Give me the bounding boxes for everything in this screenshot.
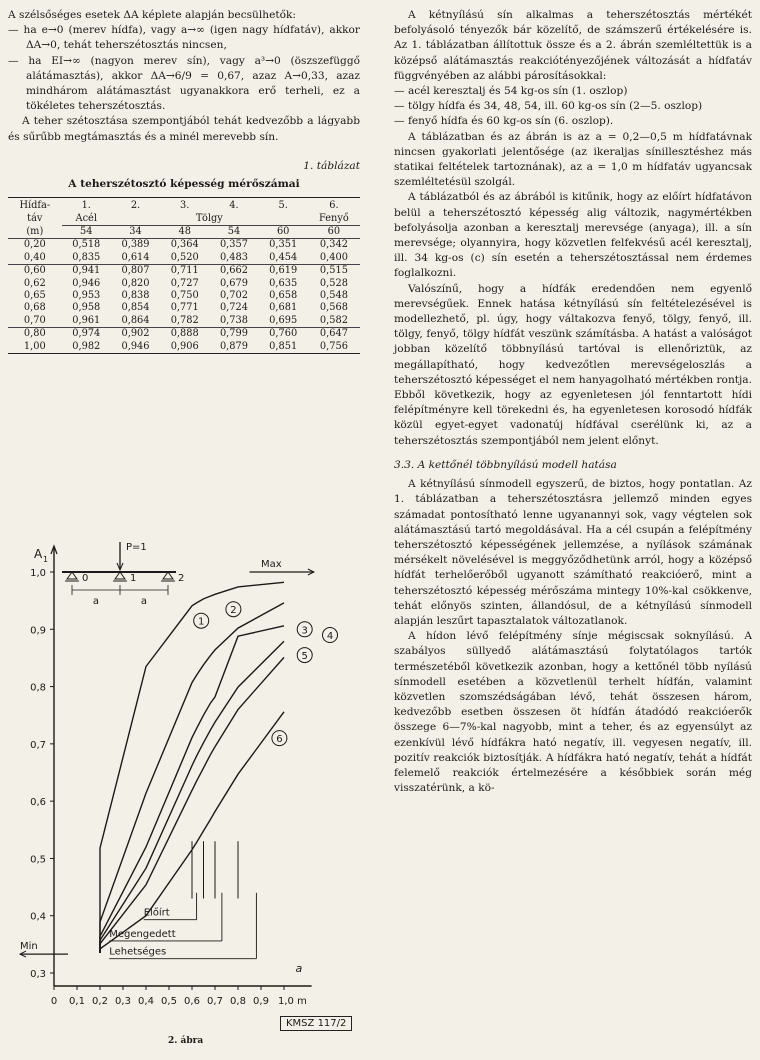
table-row — [8, 265, 360, 278]
capacity-value: 0,738 — [219, 314, 248, 326]
col-number: 6. — [308, 198, 360, 213]
capacity-value: 0,515 — [308, 265, 360, 278]
col-label-unit: (m) — [26, 225, 44, 237]
x-tick-label: 0,4 — [138, 996, 154, 1007]
capacity-value: 0,864 — [121, 314, 150, 326]
capacity-value: 0,835 — [72, 251, 101, 263]
y-tick-label: 0,4 — [30, 911, 46, 923]
capacity-value: 0,958 — [72, 302, 101, 314]
material-steel: Acél — [62, 213, 111, 226]
bullet-rigid-tie: — ha e→0 (merev hídfa), vagy a→∞ (igen nagy hídfatáv), akkor ΔA→0, tehát teherszétosztás nincsen, — [8, 24, 360, 52]
capacity-value: 0,357 — [209, 239, 258, 252]
capacity-value: 0,946 — [111, 341, 160, 354]
capacity-value: 0,695 — [269, 314, 298, 326]
col-number: 3. — [160, 198, 209, 213]
capacity-value: 0,483 — [219, 251, 248, 263]
capacity-value: 0,528 — [319, 277, 348, 289]
y-tick-label: 0,5 — [30, 854, 46, 866]
capacity-value: 0,342 — [308, 239, 360, 252]
x-tick-label: 0 — [50, 996, 58, 1007]
y-tick-label: 0,8 — [30, 682, 46, 694]
table-row — [8, 302, 360, 314]
capacity-value: 0,750 — [170, 290, 199, 302]
capacity-value: 0,351 — [259, 239, 308, 252]
capacity-value: 0,389 — [111, 239, 160, 252]
capacity-value: 0,619 — [259, 265, 308, 278]
span-value: 0,60 — [8, 265, 62, 278]
span-value: 0,62 — [23, 277, 46, 289]
span-value: 1,00 — [8, 341, 62, 354]
x-tick-label: 0,2 — [92, 996, 108, 1007]
capacity-value: 0,902 — [111, 328, 160, 341]
capacity-value: 0,724 — [219, 302, 248, 314]
capacity-value: 0,760 — [259, 328, 308, 341]
capacity-value: 0,961 — [72, 314, 101, 326]
table-title: A teherszétosztó képesség mérőszámai — [68, 178, 300, 191]
span-label: a — [92, 596, 100, 607]
curve-label: 5 — [301, 651, 308, 663]
table-row — [8, 341, 360, 354]
table-row — [8, 239, 360, 252]
rail-weight: 54 — [80, 226, 93, 238]
capacity-value: 0,906 — [160, 341, 209, 354]
support-label: 2 — [178, 573, 185, 584]
bracket-label: Megengedett — [109, 928, 176, 940]
col-label-span: Hídfa- — [8, 198, 62, 213]
capacity-value: 0,807 — [111, 265, 160, 278]
bullet-rigid-rail: — ha EI→∞ (nagyon merev sín), vagy a³→0 (öszszefüggő alátámasztás), akkor ΔA→6/9 = 0,67, azaz A→0,33, azaz mindhárom alátámasztást ugyanakkora erő terheli, ez a tökéletes teherszétosztás. — [8, 54, 360, 113]
y-tick-label: 0,9 — [30, 625, 46, 637]
capacity-value: 0,820 — [121, 277, 150, 289]
bullet-pine: — fenyő hídfa és 60 kg-os sín (6. oszlop). — [394, 115, 614, 128]
span-label: a — [140, 596, 148, 607]
rail-weight: 48 — [178, 226, 191, 238]
x-tick-label: 0,1 — [69, 996, 85, 1007]
curve-label: 3 — [301, 625, 308, 637]
paragraph-5: A kétnyílású sínmodell egyszerű, de biztos, hogy pontatlan. Az 1. táblázatban a teherszétosztásra jellemző minden egyes számadat pontosítható lenne ugyanannyi sok, vagy végtelen sok alátámasztású tartó megoldásával. Ha a cél csupán a felépítmény teherszétosztó képességének jellemzése, a nyílások számának mérsékelt növelésével is meggyőződhetünk arról, hogy a középső hídfát terhelőerőből ugyanott számítható reakcióerő, mint a teherszétosztó képesség mérőszáma mintegy 10%-kal csökkenve, tehát előnyös szinten, állandósul, de a kétnyílású sínmodell alapján leszűrt tapasztalatok változatlanok. — [394, 478, 752, 627]
capacity-value: 0,520 — [170, 251, 199, 263]
capacity-value: 0,681 — [269, 302, 298, 314]
capacity-value: 0,727 — [170, 277, 199, 289]
figure-stamp: KMSZ 117/2 — [280, 1016, 352, 1031]
intro-paragraph: A szélsőséges esetek ΔA képlete alapján becsülhetők: — [8, 9, 296, 21]
span-value: 0,68 — [23, 302, 46, 314]
table-row — [8, 290, 360, 302]
curve-label: 1 — [198, 616, 205, 628]
col-number: 2. — [111, 198, 160, 213]
table-number: 1. táblázat — [303, 159, 360, 172]
y-tick-label: 0,3 — [30, 969, 46, 980]
bracket-label: Előírt — [143, 907, 170, 919]
curve-label: 4 — [326, 631, 334, 643]
x-tick-label: 0,8 — [230, 996, 246, 1007]
figure-2 — [8, 528, 360, 1046]
capacity-value: 0,879 — [209, 341, 258, 354]
col-number: 5. — [259, 198, 308, 213]
reaction-chart — [8, 528, 360, 1028]
table-row — [8, 315, 360, 328]
capacity-value: 0,799 — [209, 328, 258, 341]
support-icon — [67, 572, 77, 579]
paragraph-4: Valószínű, hogy a hídfák eredendően nem egyenlő merevségűek. Ennek hatása kétnyílású sín feltételezésével is modellezhető, pl. úgy, hogy váltakozva fenyő, tölgy, fenyő, ill. tölgy, fenyő, tölgy hídfát veszünk számításba. A hatást a valóságot jobban közelítő többnyílású tartóval is ellenőriztük, az megállapítható, hogy kedvezőtlen merevségeloszlás a teherszétosztó képességet el nem hanyagolható mértékben rontja. Ebből következik, hogy az egyenletesen jól fenntartott hídi felépítményre kell törekedni és, ha egyenletesen korosodó hídfák közül egyet-egyet vadonatúj hídfával cserélünk ki, az a teherszétosztás szempontjából nem jelent előnyt. — [394, 282, 752, 447]
y-axis-label: A — [34, 547, 43, 561]
capacity-value: 0,679 — [219, 277, 248, 289]
col-number: 1. — [62, 198, 111, 213]
y-tick-label: 1,0 — [30, 568, 46, 579]
span-value: 0,65 — [23, 290, 46, 302]
capacity-value: 0,974 — [62, 328, 111, 341]
capacity-value: 0,982 — [62, 341, 111, 354]
bullet-oak: — tölgy hídfa és 34, 48, 54, ill. 60 kg-os sín (2—5. oszlop) — [394, 100, 703, 113]
span-value: 0,40 — [23, 251, 46, 263]
capacity-value: 0,854 — [121, 302, 150, 314]
span-value: 0,80 — [8, 328, 62, 341]
x-axis-label: a — [295, 962, 303, 975]
paragraph-2: A táblázatban és az ábrán is az a = 0,2—0,5 m hídfatávnak nincsen gyakorlati jelentősége (az ikeraljas sínillesztéshez más statikai feltételek tartoznának), az a = 1,0 m hídfatáv ugyancsak szemléltetésül szolgál. — [394, 130, 752, 189]
col-number: 4. — [209, 198, 258, 213]
capacity-value: 0,582 — [319, 314, 348, 326]
rail-weight: 60 — [327, 226, 341, 238]
capacity-value: 0,662 — [209, 265, 258, 278]
span-value: 0,70 — [23, 314, 46, 326]
bullet-steel: — acél keresztalj és 54 kg-os sín (1. oszlop) — [394, 85, 628, 98]
capacity-value: 0,548 — [319, 290, 348, 302]
support-label: 1 — [130, 573, 137, 584]
capacity-value: 0,838 — [121, 290, 150, 302]
max-label: Max — [261, 559, 282, 570]
table-row — [8, 252, 360, 265]
y-axis-sub: 1 — [43, 555, 49, 564]
material-pine: Fenyő — [308, 213, 360, 226]
capacity-value: 0,756 — [308, 341, 360, 354]
section-title: 3.3. A kettőnél többnyílású modell hatása — [394, 458, 617, 471]
rail-weight: 60 — [276, 226, 290, 238]
paragraph-6: A hídon lévő felépítmény sínje mégiscsak soknyílású. A szabályos süllyedő alátámasztású folytatólagos tartók természetéből következik azonban, hogy a kettőnél több nyílású sínmodell esetében a közvetlenül terhelt hídfán, valamint közvetlen szomszédságában lévő, tehát összesen három, kedvezőbb esetben összesen öt hídfán átadódó reakcióerők összege 6—7%-kal nagyobb, mint a teher, és az egyensúlyt az ezenkívül lévő hídfákra ható negatív, ill. vegyesen negatív, ill. pozitív reakciók biztosítják. A hídfákra ható negatív, tehát a hídfát felemelő reakciók értelmezésére a későbbiek során még visszatérünk, a kö- — [394, 630, 752, 795]
left-column — [8, 8, 360, 354]
capacity-value: 0,518 — [62, 239, 111, 252]
support-icon — [163, 572, 173, 579]
span-value: 0,20 — [8, 239, 62, 252]
conclusion-paragraph: A teher szétosztása szempontjából tehát kedvezőbb a lágyabb és sűrűbb megtámasztás és a minél merevebb sín. — [8, 115, 360, 143]
x-tick-label: 0,7 — [207, 996, 223, 1007]
x-tick-label: 0,9 — [253, 996, 269, 1007]
y-tick-label: 0,7 — [30, 739, 46, 751]
capacity-value: 0,946 — [72, 277, 101, 289]
capacity-value: 0,647 — [308, 328, 360, 341]
support-icon — [115, 572, 125, 579]
capacity-value: 0,364 — [160, 239, 209, 252]
capacity-value: 0,851 — [259, 341, 308, 354]
capacity-value: 0,941 — [62, 265, 111, 278]
capacity-table — [8, 197, 360, 354]
capacity-value: 0,658 — [269, 290, 298, 302]
support-label: 0 — [82, 573, 89, 584]
capacity-value: 0,568 — [319, 302, 348, 314]
capacity-value: 0,614 — [121, 251, 150, 263]
rail-weight: 54 — [227, 226, 241, 238]
x-tick-label: 1,0 m — [278, 996, 307, 1007]
x-tick-label: 0,5 — [161, 996, 177, 1007]
capacity-value: 0,771 — [170, 302, 199, 314]
load-label: P=1 — [126, 542, 147, 553]
col-label-dist: táv — [27, 212, 43, 224]
capacity-value: 0,711 — [160, 265, 209, 278]
capacity-value: 0,454 — [269, 251, 298, 263]
material-oak: Tölgy — [111, 213, 308, 226]
y-tick-label: 0,6 — [30, 797, 46, 809]
capacity-value: 0,953 — [72, 290, 101, 302]
curve-label: 6 — [276, 734, 283, 746]
capacity-value: 0,888 — [160, 328, 209, 341]
paragraph-3: A táblázatból és az ábrából is kitűnik, hogy az előírt hídfatávon belül a teherszétosztó képesség alig változik, nagymértékben befolyásolja azonban a keresztalj merevsége (anyaga), ill. a sín merevsége; olyannyira, hogy közvetlen felfekvésű acél keresztalj, ill. 34 kg-os (c) sín esetén a teherszétosztással nem érdemes foglalkozni. — [394, 191, 752, 280]
table-row — [8, 328, 360, 341]
capacity-value: 0,400 — [319, 251, 348, 263]
curve-label: 2 — [230, 605, 237, 617]
min-label: Min — [20, 941, 38, 953]
x-tick-label: 0,3 — [115, 996, 131, 1007]
bracket-label: Lehetséges — [109, 946, 167, 958]
capacity-value: 0,702 — [219, 290, 248, 302]
table-row — [8, 278, 360, 290]
right-column — [394, 8, 752, 796]
x-tick-label: 0,6 — [184, 996, 200, 1007]
figure-caption: 2. ábra — [168, 1036, 204, 1046]
rail-weight: 34 — [129, 226, 142, 238]
paragraph-1: A kétnyílású sín alkalmas a teherszétosztás mértékét befolyásoló tényezők bár közelítő, de számszerű értékelésére is. Az 1. táblázatban állítottuk össze és a 2. ábrán szemléltettük is a középső alátámasztás reakciótényezőjének változását a hídfatáv függvényében az alábbi párosításokkal: — [394, 9, 752, 82]
capacity-value: 0,635 — [269, 277, 298, 289]
capacity-value: 0,782 — [170, 314, 199, 326]
